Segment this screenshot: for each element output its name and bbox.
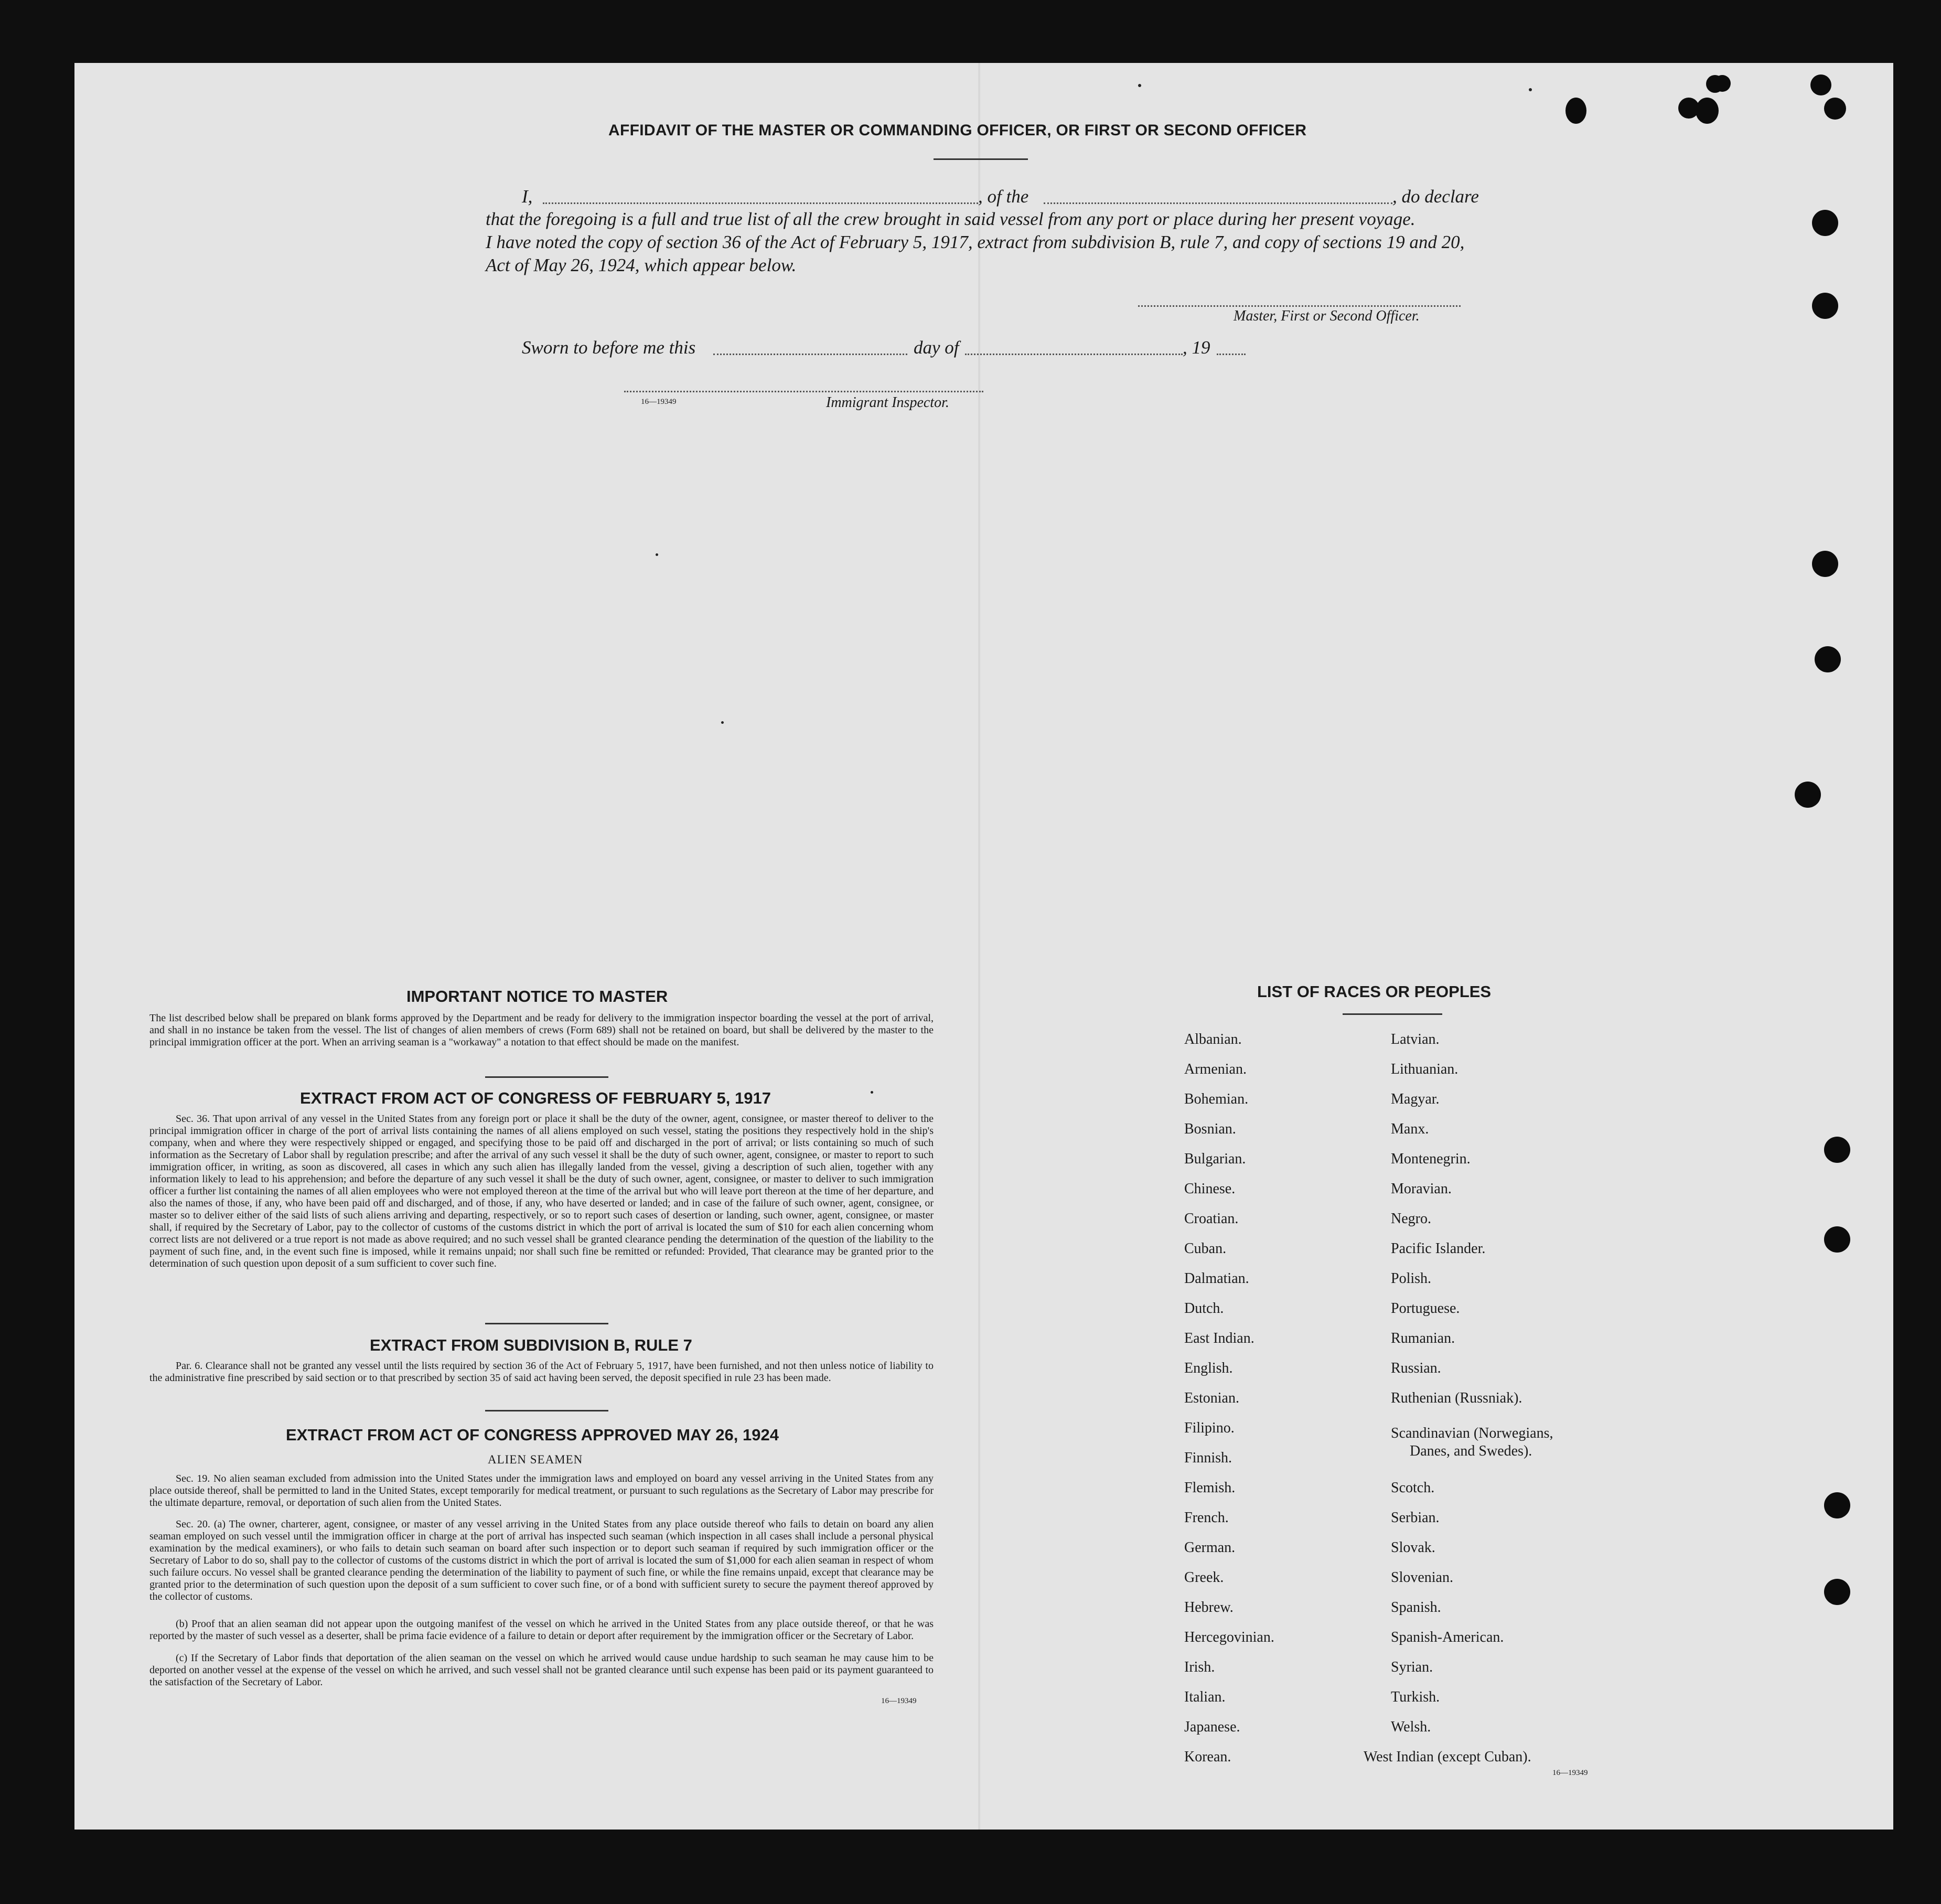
race-item: Serbian. bbox=[1391, 1510, 1440, 1526]
extract-rule7-body: Par. 6. Clearance shall not be granted any vessel until the lists required by section 36 of the Act of February 5, 1917, have been furnished, and not then unless notice of liability to the administrative fine prescribed by said section or to that prescribed by section 35 of said act having been served, the deposit specified in rule 23 has been made. bbox=[149, 1360, 934, 1384]
races-heading: LIST OF RACES OR PEOPLES bbox=[1257, 982, 1492, 1001]
sec-19-text: Sec. 19. No alien seaman excluded from admission into the United States under the immigration laws and employed on board any vessel arriving in the United States from any place outside thereof, shall be permitted to land in the United States, except temporarily for medical treatment, or pursuant to such regulations as the Secretary of Labor may prescribe for the ultimate departure, removal, or deportation of such alien from the United States. bbox=[149, 1473, 934, 1509]
race-item: Slovak. bbox=[1391, 1539, 1435, 1556]
race-item: Scandinavian (Norwegians, bbox=[1391, 1425, 1553, 1441]
race-item: Turkish. bbox=[1391, 1689, 1440, 1705]
sworn-day-blank[interactable] bbox=[713, 354, 907, 355]
race-item: Korean. bbox=[1184, 1749, 1231, 1765]
race-item: Japanese. bbox=[1184, 1719, 1240, 1735]
divider bbox=[1343, 1013, 1442, 1015]
inspector-label: Immigrant Inspector. bbox=[826, 394, 949, 411]
race-item: Filipino. bbox=[1184, 1420, 1235, 1436]
race-item: Albanian. bbox=[1184, 1031, 1242, 1047]
form-code: 16—19349 bbox=[641, 398, 677, 406]
race-item: Manx. bbox=[1391, 1121, 1429, 1137]
race-item: Negro. bbox=[1391, 1211, 1431, 1227]
punch-hole bbox=[1714, 75, 1731, 92]
punch-hole bbox=[1812, 551, 1838, 577]
sec-20c-text: (c) If the Secretary of Labor finds that deportation of the alien seaman on the vessel on which he arrived would cause undue hardship to such seaman he may cause him to be deported on another vessel at the expense of the vessel on which he arrived, and such vessel shall not be granted clearance until such expense has been paid or its payment guaranteed to the satisfaction of the Secretary of Labor. bbox=[149, 1652, 934, 1688]
race-item: Polish. bbox=[1391, 1270, 1432, 1287]
race-item: Greek. bbox=[1184, 1569, 1224, 1586]
page-fold bbox=[978, 63, 980, 1830]
affidavit-line1-mid: , of the bbox=[978, 186, 1029, 207]
race-item: Cuban. bbox=[1184, 1240, 1227, 1257]
punch-hole bbox=[1795, 782, 1821, 808]
affidavit-line4: Act of May 26, 1924, which appear below. bbox=[486, 255, 797, 275]
race-item: Russian. bbox=[1391, 1360, 1441, 1376]
affidavit-title: AFFIDAVIT OF THE MASTER OR COMMANDING OFFICER, OR FIRST OR SECOND OFFICER bbox=[608, 122, 1307, 139]
punch-hole bbox=[1824, 1579, 1850, 1605]
punch-hole bbox=[1824, 1226, 1850, 1253]
extract-1924-heading: EXTRACT FROM ACT OF CONGRESS APPROVED MAY 26, 1924 bbox=[286, 1426, 779, 1444]
race-item: French. bbox=[1184, 1510, 1229, 1526]
race-item: German. bbox=[1184, 1539, 1236, 1556]
sworn-mid: day of bbox=[914, 337, 959, 358]
affidavit-line1-start: I, bbox=[522, 186, 533, 207]
race-item: Slovenian. bbox=[1391, 1569, 1453, 1586]
speck bbox=[721, 721, 724, 724]
sworn-end: , 19 bbox=[1183, 337, 1210, 358]
signature-label: Master, First or Second Officer. bbox=[1234, 308, 1420, 324]
race-item: Hercegovinian. bbox=[1184, 1629, 1274, 1645]
extract-1917-body bbox=[149, 1113, 934, 1270]
race-item: Bohemian. bbox=[1184, 1091, 1249, 1107]
race-item: Pacific Islander. bbox=[1391, 1240, 1486, 1257]
sec-36-text: That upon arrival of any vessel in the United States from any foreign port or place it shall be the duty of the owner, agent, consignee, or master thereof to deliver to the principal immigration officer in charge of the port of arrival lists containing the names of all aliens employed on such vessel, stating the positions they respectively hold in the ship's company, when and where they were respectively shipped or engaged, and specifying those to be paid off and discharged in the port of arrival; or lists containing so much of such information as the Secretary of Labor shall by regulation prescribe; and after the arrival of any such vessel it shall be the duty of such owner, agent, consignee, or master to report to such immigration officer, in writing, as soon as discovered, all cases in which any such alien has illegally landed from the vessel, giving a description of such alien, together with any information likely to lead to his apprehension; and before the departure of any such vessel it shall be the duty of such owner, agent, consignee, or master to deliver to such immigration officer a further list containing the names of all alien employees who were not employed thereon at the time of the arrival but who will leave port thereon at the time of her departure, and also the names of those, if any, who have been paid off and discharged, and of those, if any, who have deserted or landed; and in case of the failure of such owner, agent, consignee, or master so to deliver either of the said lists of such aliens arriving and departing, respectively, or so to report such cases of desertion or landing, such owner, agent, consignee, or master shall, if required by the Secretary of Labor, pay to the collector of customs of the customs district in which the port of arrival is located the sum of $10 for each alien concerning whom correct lists are not delivered or a true report is not made as above required; and no such vessel shall be granted clearance pending the determination of the question of the liability to the payment of such fine, and, in the event such fine is imposed, while it remains unpaid; nor shall such fine be remitted or refunded: Provided, That clearance may be granted prior to the determination of such question upon deposit of a sum sufficient to cover such fine. bbox=[149, 1113, 934, 1269]
punch-hole bbox=[1824, 1137, 1850, 1163]
speck bbox=[1138, 84, 1141, 87]
punch-hole bbox=[1824, 98, 1846, 120]
race-item: Lithuanian. bbox=[1391, 1061, 1459, 1077]
sworn-year-blank[interactable] bbox=[1217, 354, 1246, 355]
race-item: Portuguese. bbox=[1391, 1300, 1460, 1317]
divider bbox=[485, 1410, 608, 1411]
punch-hole bbox=[1815, 646, 1841, 672]
race-item: Hebrew. bbox=[1184, 1599, 1234, 1616]
race-item: Latvian. bbox=[1391, 1031, 1440, 1047]
punch-hole bbox=[1812, 293, 1838, 319]
punch-hole bbox=[1810, 74, 1831, 95]
punch-hole bbox=[1824, 1492, 1850, 1518]
punch-hole bbox=[1565, 98, 1586, 124]
race-item: Danes, and Swedes). bbox=[1410, 1443, 1532, 1459]
sec-20a-text: Sec. 20. (a) The owner, charterer, agent, consignee, or master of any vessel arriving in the United States from any place outside thereof who fails to detain on board any alien seaman employed on such vessel until the immigration officer in charge at the port of arrival has inspected such seaman (which inspection in all cases shall include a personal physical examination by the medical examiners), or who fails to detain such seaman on board after such inspection or to deport such seaman if required by such immigration officer or the Secretary of Labor to do so, shall pay to the collector of customs of the customs district in which the port of arrival is located the sum of $1,000 for each alien seaman in respect of whom such failure occurs. No vessel shall be granted clearance pending the determination of the liability to payment of such fine, or while the fine remains unpaid, except that clearance may be granted prior to the determination of such question upon the deposit of a sum sufficient to cover such fine, or of a bond with sufficient surety to secure the payment thereof approved by the collector of customs. bbox=[149, 1518, 934, 1602]
divider bbox=[485, 1323, 608, 1324]
race-item: Irish. bbox=[1184, 1659, 1215, 1675]
signature-blank[interactable] bbox=[1138, 305, 1461, 307]
race-item: Scotch. bbox=[1391, 1480, 1435, 1496]
affidavit-line3: I have noted the copy of section 36 of the Act of February 5, 1917, extract from subdivision B, rule 7, and copy of sections 19 and 20, bbox=[486, 232, 1465, 252]
divider bbox=[934, 158, 1028, 160]
alien-seamen-subheading: ALIEN SEAMEN bbox=[488, 1453, 583, 1466]
race-item: Moravian. bbox=[1391, 1181, 1452, 1197]
name-blank[interactable] bbox=[543, 202, 978, 204]
sworn-month-blank[interactable] bbox=[965, 354, 1183, 355]
race-item: English. bbox=[1184, 1360, 1233, 1376]
race-item: Magyar. bbox=[1391, 1091, 1440, 1107]
affidavit-line1-end: , do declare bbox=[1392, 186, 1479, 207]
punch-hole bbox=[1696, 98, 1719, 124]
vessel-blank[interactable] bbox=[1044, 202, 1392, 204]
race-item: Welsh. bbox=[1391, 1719, 1431, 1735]
race-item: Syrian. bbox=[1391, 1659, 1433, 1675]
extract-1917-heading: EXTRACT FROM ACT OF CONGRESS OF FEBRUARY 5, 1917 bbox=[300, 1089, 771, 1107]
inspector-signature-blank[interactable] bbox=[624, 391, 983, 392]
race-item: Bosnian. bbox=[1184, 1121, 1236, 1137]
race-item: Dalmatian. bbox=[1184, 1270, 1249, 1287]
race-item: Ruthenian (Russniak). bbox=[1391, 1390, 1522, 1406]
form-code: 16—19349 bbox=[881, 1697, 917, 1705]
speck bbox=[656, 553, 658, 556]
race-item: West Indian (except Cuban). bbox=[1364, 1749, 1531, 1765]
extract-rule7-heading: EXTRACT FROM SUBDIVISION B, RULE 7 bbox=[370, 1336, 692, 1354]
race-item: Estonian. bbox=[1184, 1390, 1239, 1406]
race-item: Croatian. bbox=[1184, 1211, 1239, 1227]
form-code: 16—19349 bbox=[1552, 1769, 1588, 1777]
race-item: Chinese. bbox=[1184, 1181, 1236, 1197]
speck bbox=[871, 1091, 873, 1094]
race-item: Bulgarian. bbox=[1184, 1151, 1246, 1167]
notice-heading: IMPORTANT NOTICE TO MASTER bbox=[406, 987, 668, 1006]
punch-hole bbox=[1812, 210, 1838, 236]
race-item: Spanish. bbox=[1391, 1599, 1441, 1616]
sec-36-label: Sec. 36. bbox=[176, 1113, 210, 1125]
affidavit-line2: that the foregoing is a full and true list of all the crew brought in said vessel from any port or place during her present voyage. bbox=[486, 209, 1415, 229]
notice-body: The list described below shall be prepared on blank forms approved by the Department and be ready for delivery to the immigration inspector boarding the vessel at the port of arrival, and shall in no instance be taken from the vessel. The list of changes of alien members of crews (Form 689) shall not be retained on board, but shall be delivered by the master to the principal immigration officer at the port. When an arriving seaman is a "workaway" a notation to that effect should be made on the manifest. bbox=[149, 1012, 934, 1048]
race-item: Rumanian. bbox=[1391, 1330, 1455, 1346]
race-item: Finnish. bbox=[1184, 1450, 1232, 1466]
race-item: Spanish-American. bbox=[1391, 1629, 1504, 1645]
sec-20b-text: (b) Proof that an alien seaman did not appear upon the outgoing manifest of the vessel on which he arrived in the United States from any place outside thereof, or that he was reported by the master of such vessel as a deserter, shall be prima facie evidence of a failure to detain or deport after requirement by the immigration officer or the Secretary of Labor. bbox=[149, 1618, 934, 1642]
race-item: Flemish. bbox=[1184, 1480, 1236, 1496]
punch-hole bbox=[1678, 98, 1699, 119]
race-item: Italian. bbox=[1184, 1689, 1226, 1705]
speck bbox=[1529, 88, 1532, 91]
race-item: Dutch. bbox=[1184, 1300, 1224, 1317]
race-item: Montenegrin. bbox=[1391, 1151, 1471, 1167]
sworn-start: Sworn to before me this bbox=[522, 337, 696, 358]
race-item: East Indian. bbox=[1184, 1330, 1254, 1346]
race-item: Armenian. bbox=[1184, 1061, 1247, 1077]
divider bbox=[485, 1076, 608, 1078]
